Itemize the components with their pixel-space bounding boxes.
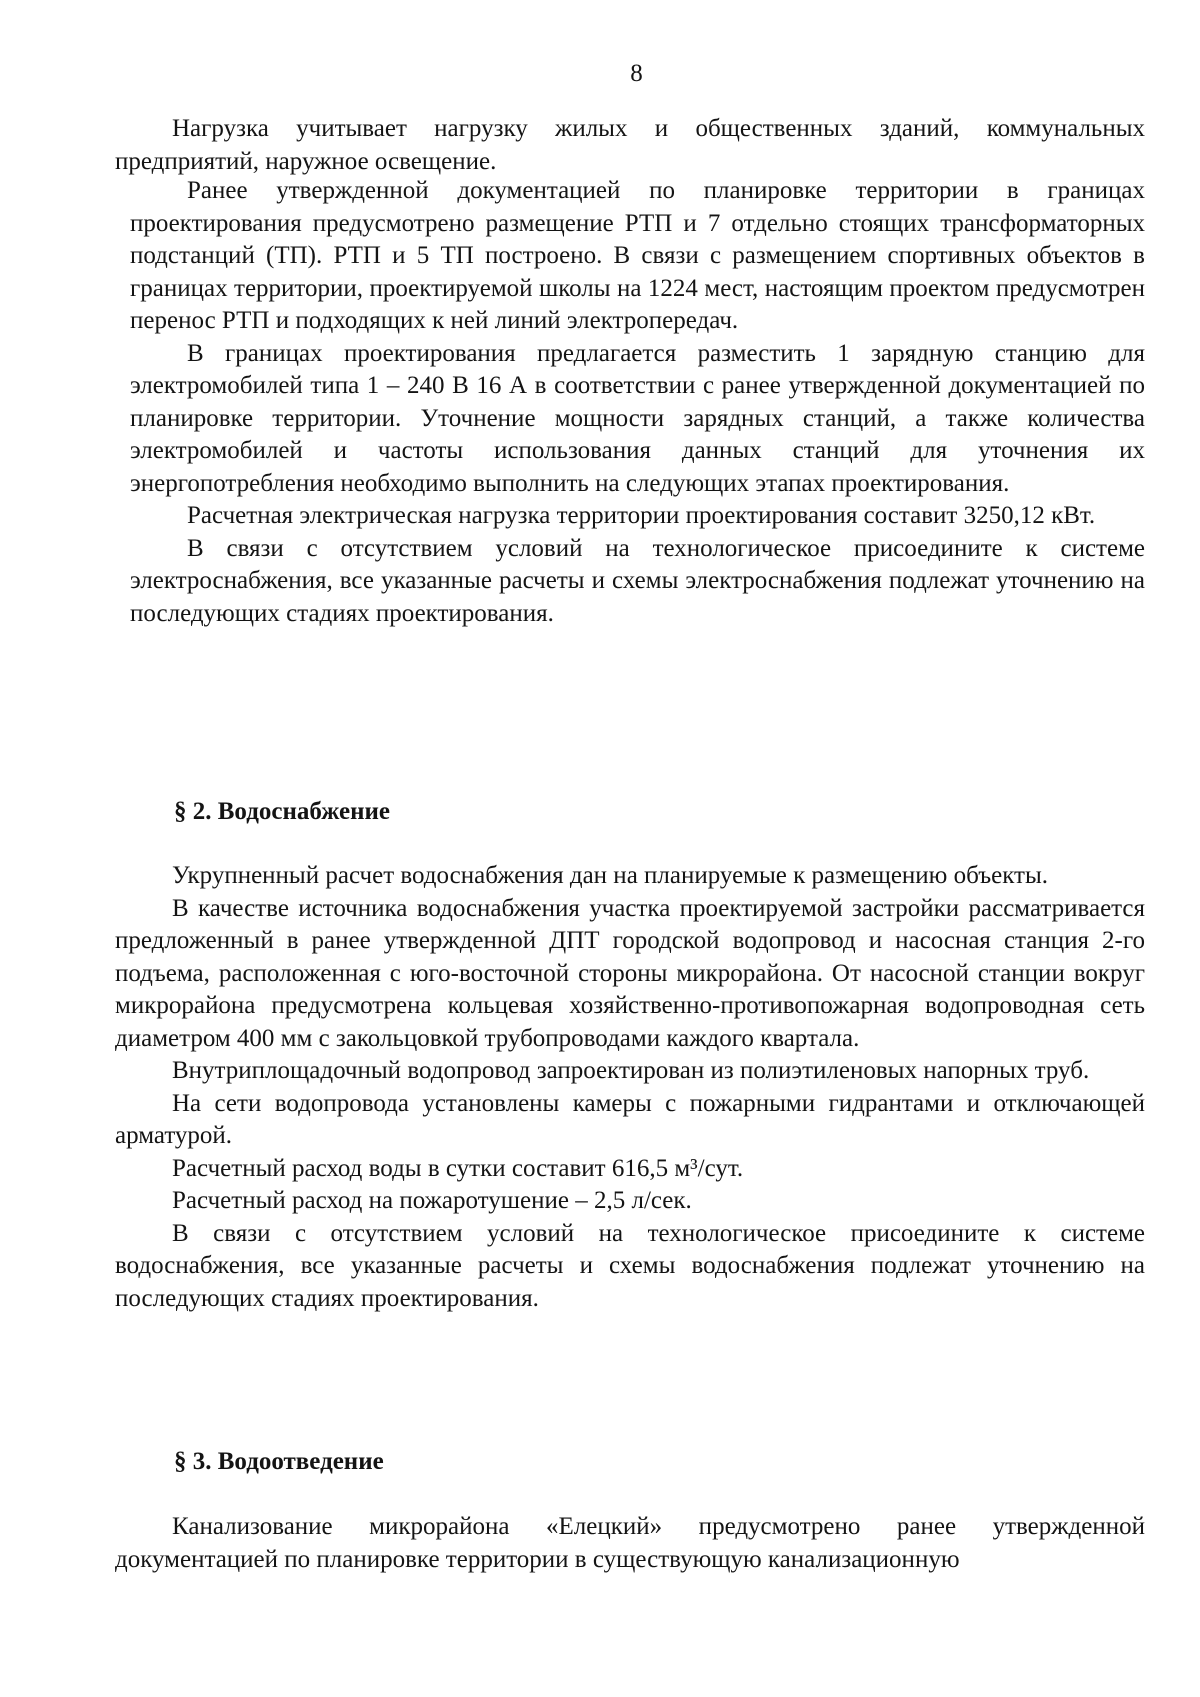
section1-block-a xyxy=(115,113,1145,178)
section2-block xyxy=(115,860,1145,1315)
paragraph-sewerage: Канализование микрорайона «Елецкий» предусмотрено ранее утвержденной документацией по планировке территории в существующую канализационную xyxy=(115,1513,1145,1573)
paragraph-electric-load: Расчетная электрическая нагрузка территории проектирования составит 3250,12 кВт. xyxy=(187,502,1096,529)
page-number: 8 xyxy=(630,60,643,87)
paragraph-electric-clarification: В связи с отсутствием условий на технологическое присоедините к системе электроснабжения, все указанные расчеты и схемы электроснабжения подлежат уточнению на последующих стадиях проектирования. xyxy=(130,534,1145,627)
section3-block xyxy=(115,1511,1145,1576)
paragraph-water-clarification: В связи с отсутствием условий на технологическое присоедините к системе водоснабжения, все указанные расчеты и схемы водоснабжения подлежат уточнению на последующих стадиях проектирования. xyxy=(115,1219,1145,1312)
paragraph-fire-consumption: Расчетный расход на пожаротушение – 2,5 л/сек. xyxy=(172,1187,692,1214)
section-heading-water-supply: § 2. Водоснабжение xyxy=(174,798,391,825)
section-heading-drainage: § 3. Водоотведение xyxy=(174,1448,384,1475)
paragraph-charging-station: В границах проектирования предлагается разместить 1 зарядную станцию для электромобилей типа 1 – 240 В 16 А в соответствии с ранее утвержденной документацией по планировке территории. Уточнение мощности зарядных станций, а также количества электромобилей и частоты использования данных станций для уточнения их энергопотребления необходимо выполнить на следующих этапах проектирования. xyxy=(130,339,1145,497)
paragraph-water-estimate: Укрупненный расчет водоснабжения дан на планируемые к размещению объекты. xyxy=(172,862,1049,889)
paragraph-hydrants: На сети водопровода установлены камеры с пожарными гидрантами и отключающей арматурой. xyxy=(115,1089,1145,1149)
section1-block-b xyxy=(130,175,1145,630)
paragraph-water-source: В качестве источника водоснабжения участка проектируемой застройки рассматривается предложенный в ранее утвержденной ДПТ городской водопровод и насосная станция 2-го подъема, расположенная с юго-восточной стороны микрорайона. От насосной станции вокруг микрорайона предусмотрена кольцевая хозяйственно-противопожарная водопроводная сеть диаметром 400 мм с закольцовкой трубопроводами каждого квартала. xyxy=(115,894,1145,1052)
paragraph-load: Нагрузка учитывает нагрузку жилых и общественных зданий, коммунальных предприятий, наружное освещение. xyxy=(115,115,1145,175)
paragraph-substations: Ранее утвержденной документацией по планировке территории в границах проектирования предусмотрено размещение РТП и 7 отдельно стоящих трансформаторных подстанций (ТП). РТП и 5 ТП построено. В связи с размещением спортивных объектов в границах территории, проектируемой школы на 1224 мест, настоящим проектом предусмотрен перенос РТП и подходящих к ней линий электропередач. xyxy=(130,177,1145,334)
paragraph-daily-consumption: Расчетный расход воды в сутки составит 616,5 м³/сут. xyxy=(172,1154,744,1182)
paragraph-water-pipe: Внутриплощадочный водопровод запроектирован из полиэтиленовых напорных труб. xyxy=(172,1057,1090,1084)
